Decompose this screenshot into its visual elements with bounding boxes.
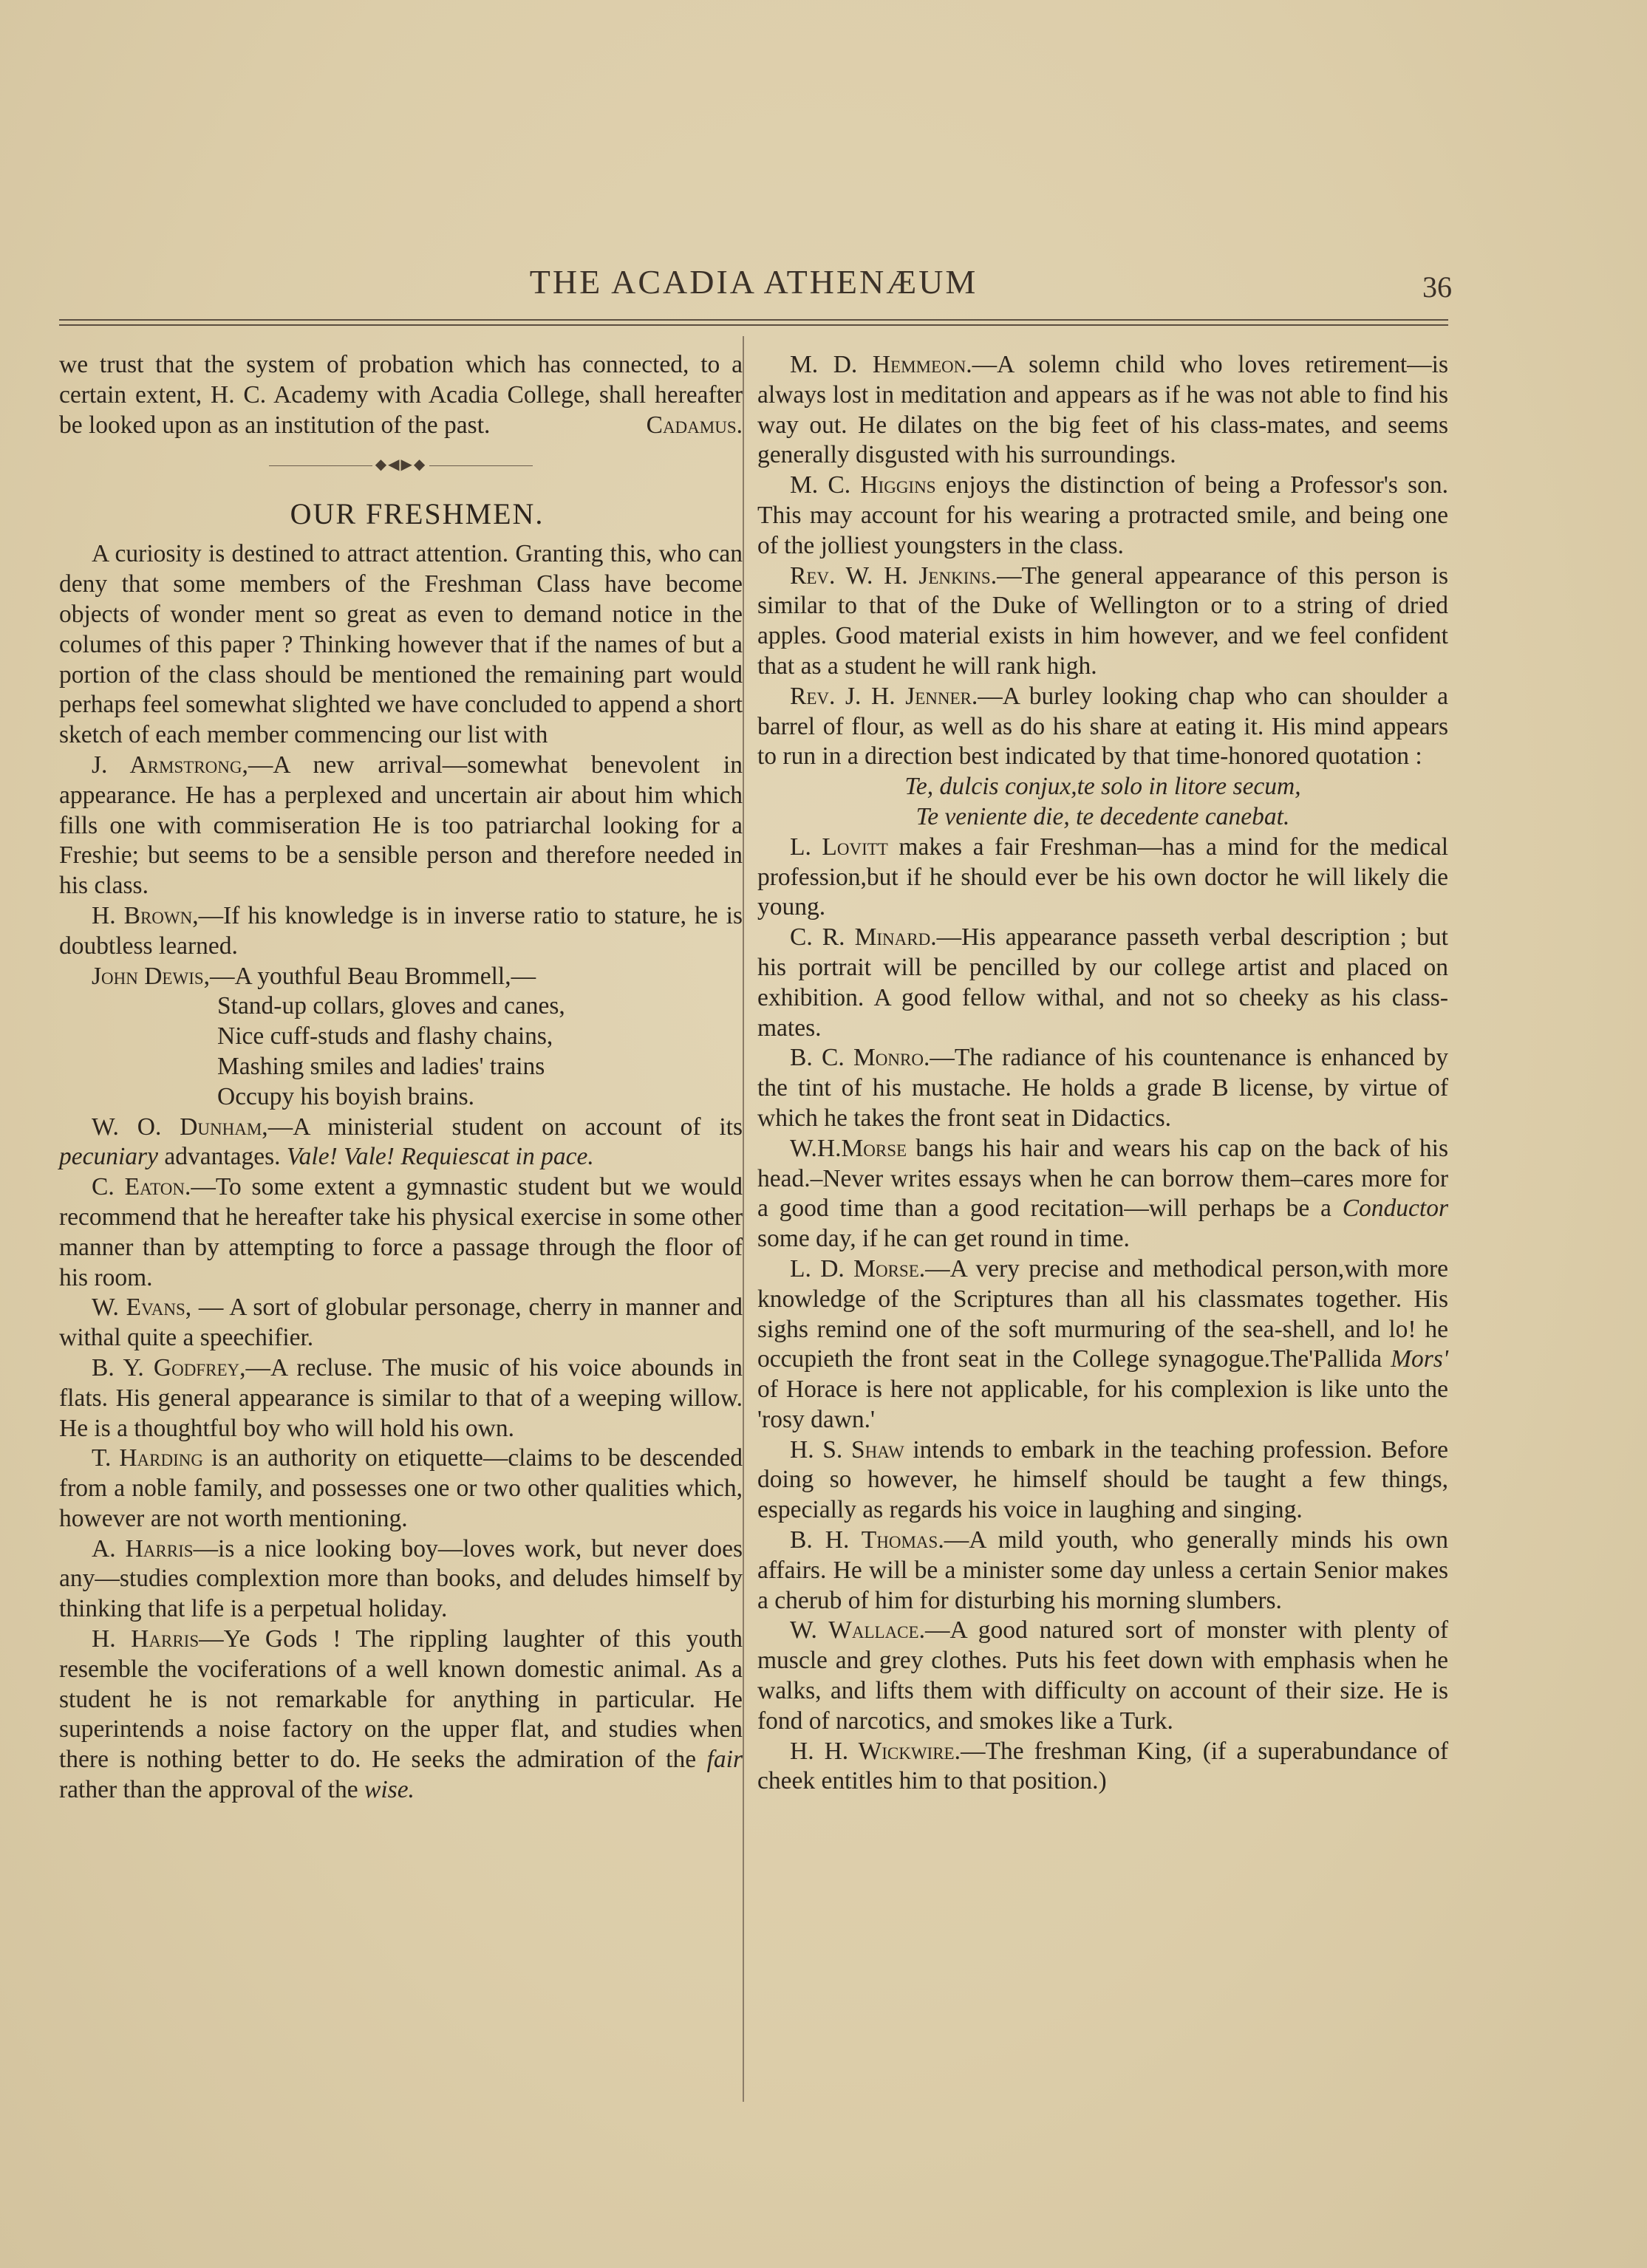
ornament-glyph: ◆◀▶◆ [375, 457, 427, 474]
entry-wickwire [757, 1737, 1448, 1797]
section-title: OUR FRESHMEN. [290, 497, 545, 531]
entry-name: W. O. Dunham, [92, 1113, 268, 1141]
entry-text: —The radiance of his countenance is enhanced by the tint of his mustache. He holds a grade B license, by virtue of which he takes the front seat in Didactics. [757, 1044, 1448, 1132]
intro-text: we trust that the system of probation which has connected, to a certain extent, H. C. Academy with Acadia College, shall hereafter be looked upon as an institution of the past. [59, 351, 743, 439]
entry-text: makes a fair Freshman—has a mind for the medical profession,but if he should ever be his own doctor he will likely die young. [757, 833, 1448, 921]
entry-name: H. Harris [92, 1625, 200, 1653]
entry-name: B. C. Monro. [790, 1044, 930, 1072]
entry-text: enjoys the distinction of being a Professor's son. This may account for his wearing a protracted smile, and being one of the jolliest youngsters in the class. [757, 471, 1448, 559]
entry-name: M. C. Higgins [790, 471, 936, 499]
entry-brown [59, 901, 743, 962]
entry-name: Rev. J. H. Jenner. [790, 682, 978, 710]
entry-name: L. D. Morse. [790, 1254, 926, 1282]
section-ornament [59, 442, 743, 488]
entry-text: —A recluse. The music of his voice abounds in flats. His general appearance is similar to that of a weeping willow. He is a thoughtful boy who will hold his own. [59, 1353, 743, 1442]
entry-thomas [757, 1526, 1448, 1616]
entry-text: —Ye Gods ! The rippling laughter of this youth resemble the vociferations of a well known domestic animal. As a student he is not remarkable for anything in particular. He superintends a noise factory on the upper flat, and studies when there is nothing better to do. He seeks the admiration of the [59, 1625, 743, 1774]
entry-text: rather than the approval of the [59, 1776, 364, 1804]
entry-name: J. Armstrong, [92, 751, 248, 779]
page-number: 36 [1422, 270, 1452, 304]
page-header [59, 262, 1452, 314]
entry-italic: fair [706, 1746, 743, 1774]
entry-text: of Horace is here not applicable, for his complexion is like unto the 'rosy dawn.' [757, 1376, 1448, 1433]
entry-name: M. D. Hemmeon. [790, 351, 972, 378]
entry-a-harris [59, 1534, 743, 1625]
entry-italic: Mors' [1391, 1345, 1448, 1373]
entry-text: —If his knowledge is in inverse ratio to stature, he is doubtless learned. [59, 901, 743, 960]
entry-godfrey [59, 1353, 743, 1444]
entry-harding [59, 1444, 743, 1534]
verse-line: Stand-up collars, gloves and canes, [217, 992, 565, 1020]
entry-text: —A ministerial student on account of its [267, 1113, 743, 1141]
entry-name: W. Evans, [92, 1294, 192, 1322]
entry-name: Rev. W. H. Jenkins. [790, 561, 998, 590]
verse-line: Occupy his boyish brains. [217, 1082, 474, 1110]
entry-ld-morse [757, 1254, 1448, 1435]
entry-name: W.H.Morse [790, 1134, 907, 1162]
journal-title: THE ACADIA ATHENÆUM [529, 263, 978, 301]
ornament-line-right [429, 465, 533, 466]
entry-italic: pecuniary [59, 1143, 158, 1171]
entry-dewis [59, 962, 743, 992]
entry-dunham [59, 1113, 743, 1173]
entry-h-harris [59, 1625, 743, 1806]
entry-shaw [757, 1435, 1448, 1526]
entry-jenner [757, 682, 1448, 772]
entry-evans [59, 1293, 743, 1353]
entry-name: C. R. Minard. [790, 923, 937, 952]
intro-paragraph [59, 350, 743, 440]
entry-eaton [59, 1172, 743, 1293]
entry-text: some day, if he can get round in time. [757, 1225, 1130, 1253]
entry-text: — A sort of globular personage, cherry in manner and withal quite a speechifier. [59, 1294, 743, 1352]
entry-name: L. Lovitt [790, 833, 888, 861]
entry-wh-morse [757, 1134, 1448, 1254]
header-rule-bottom [59, 324, 1448, 326]
entry-name: C. Eaton. [92, 1173, 191, 1201]
entry-text: advantages. [157, 1143, 287, 1171]
entry-monro [757, 1043, 1448, 1133]
entry-name: H. S. Shaw [790, 1435, 904, 1463]
entry-text: —A youthful Beau Brommell,— [210, 962, 536, 990]
entry-text: —is a nice looking boy—loves work, but never does any—studies complextion more than books, and deludes himself by thinking that life is a perpetual holiday. [59, 1534, 743, 1623]
entry-name: H. Brown, [92, 901, 199, 929]
entry-text: —A good natured sort of monster with plenty of muscle and grey clothes. Puts his feet down with emphasis when he walks, and lifts them with difficulty on account of their size. He is fond of narcotics, and smokes like a Turk. [757, 1616, 1448, 1735]
entry-name: H. H. Wickwire. [790, 1737, 961, 1765]
entry-minard [757, 923, 1448, 1043]
entry-name: John Dewis, [92, 962, 211, 990]
entry-name: B. H. Thomas. [790, 1526, 944, 1554]
entry-wallace [757, 1616, 1448, 1736]
entry-higgins [757, 471, 1448, 561]
entry-jenkins [757, 561, 1448, 682]
entry-text: —The freshman King, (if a superabundance of cheek entitles him to that position.) [757, 1737, 1448, 1795]
header-rule-top [59, 319, 1448, 321]
entry-italic: wise. [364, 1776, 415, 1804]
right-column [757, 350, 1448, 1797]
entry-name: T. Harding [92, 1444, 203, 1472]
entry-text: —A new arrival—somewhat benevolent in appearance. He has a perplexed and uncertain air about him which fills one with commiseration He is too patriarchal looking for a Freshie; but seems to be a sensible person and therefore needed in his class. [59, 751, 743, 900]
entry-text: is an authority on etiquette—claims to be descended from a noble family, and possesses one or two other qualities which, however are not worth mentioning. [59, 1444, 743, 1532]
entry-hemmeon [757, 350, 1448, 471]
entry-text: —To some extent a gymnastic student but we would recommend that he hereafter take his physical exercise in some other manner than by attempting to force a passage through the floor of his room. [59, 1173, 743, 1291]
entry-text: —A mild youth, who generally minds his own affairs. He will be a minister some day unless a certain Senior makes a cherub of him for disturbing his morning slumbers. [757, 1526, 1449, 1614]
entry-name: W. Wallace. [790, 1616, 925, 1644]
entry-armstrong [59, 751, 743, 901]
entry-text: intends to embark in the teaching profession. Before doing so however, he himself should be taught a few things, especially as regards his voice in laughing and singing. [757, 1435, 1448, 1524]
latin-quote-line: Te, dulcis conjux,te solo in litore secum, [904, 773, 1301, 801]
entry-lovitt [757, 833, 1448, 923]
entry-text: bangs his hair and wears his cap on the back of his head.–Never writes essays when he can borrow them–cares more for a good time than a good recitation—will perhaps be a [757, 1134, 1448, 1223]
entry-text: —His appearance passeth verbal description ; but his portrait will be pencilled by our college artist and placed on exhibition. A good fellow withal, and not so cheeky as his class-mates. [757, 923, 1448, 1042]
entry-italic: Conductor [1342, 1195, 1448, 1223]
opening-paragraph: A curiosity is destined to attract attention. Granting this, who can deny that some members of the Freshman Class have become objects of wonder ment so great as even to demand notice in the columes of this paper ? Thinking however that if the names of but a portion of the class should be mentioned the remaining part would perhaps feel somewhat slighted we have concluded to append a short sketch of each member commencing our list with [59, 540, 743, 749]
entry-italic: Vale! Vale! Requiescat in pace. [286, 1143, 594, 1171]
verse-line: Mashing smiles and ladies' trains [217, 1052, 545, 1080]
ornament-line-left [269, 465, 372, 466]
entry-name: A. Harris [92, 1534, 194, 1562]
verse-line: Nice cuff-studs and flashy chains, [217, 1022, 553, 1051]
entry-text: —A burley looking chap who can shoulder a barrel of flour, as well as do his share at eating it. His mind appears to run in a direction best indicated by that time-honored quotation : [757, 682, 1448, 771]
signature: Cadamus. [646, 411, 743, 439]
left-column [59, 350, 743, 1806]
column-divider [743, 336, 744, 2102]
entry-text: —A very precise and methodical person,with more knowledge of the Scriptures than all his classmates together. His sighs remind one of the soft murmuring of the sea-shell, and lo! he occupieth the front seat in the College synagogue.The'Pallida [757, 1254, 1448, 1373]
latin-quote-line: Te veniente die, te decedente canebat. [915, 802, 1290, 830]
entry-name: B. Y. Godfrey, [92, 1353, 246, 1381]
entry-text: —The general appearance of this person is similar to that of the Duke of Wellington or to a string of dried apples. Good material exists in him however, and we feel confident that as a student he will rank high. [757, 561, 1448, 680]
entry-text: —A solemn child who loves retirement—is always lost in meditation and appears as if he was not able to find his way out. He dilates on the big feet of his class-mates, and seems generally disgusted with his surroundings. [757, 351, 1448, 469]
